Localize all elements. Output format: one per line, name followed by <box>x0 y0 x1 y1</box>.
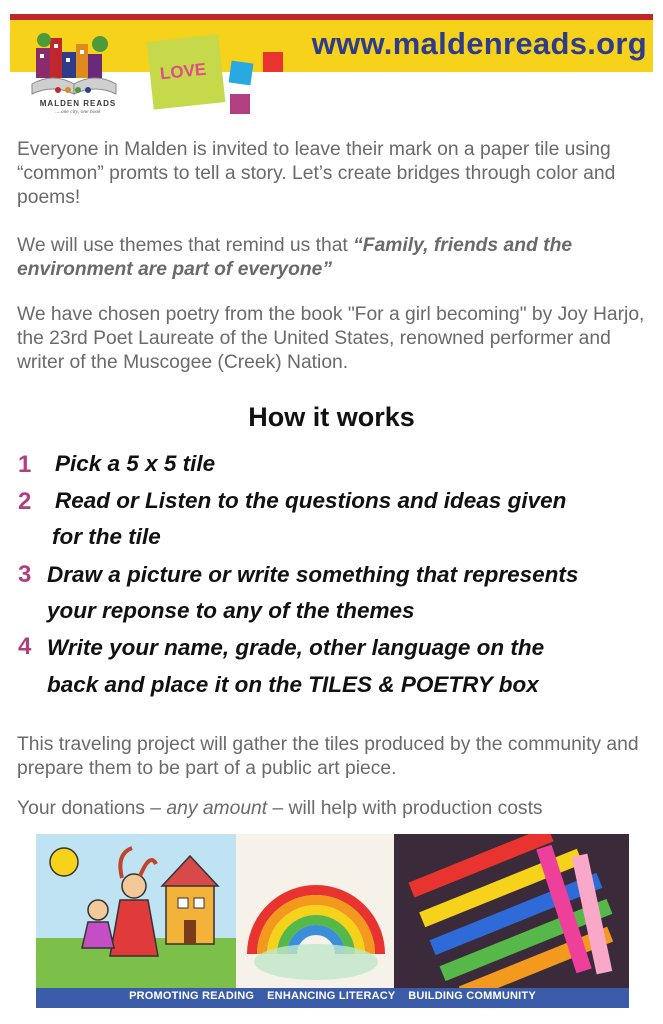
intro-paragraph-1: Everyone in Malden is invited to leave their mark on a paper tile using “common” promts to tell a story. Let’s create bridges through color and poems! <box>17 139 616 208</box>
donations-prefix: Your donations – <box>17 798 167 819</box>
step-3-line-1: Draw a picture or write something that represents <box>47 562 579 587</box>
step-4-number: 4 <box>18 633 32 660</box>
step-2-line-1: Read or Listen to the questions and ideas given <box>55 488 567 513</box>
intro-paragraph-2 <box>17 234 657 282</box>
logo-tagline: ....one city, one book <box>55 109 101 115</box>
themes-quote: “Family, friends and the environment are part of everyone” <box>17 235 573 280</box>
step-4-line-2: back and place it on the TILES & POETRY box <box>47 672 539 697</box>
step-1-number: 1 <box>18 451 32 478</box>
donations-line <box>17 797 657 821</box>
illustration-strip <box>36 834 629 990</box>
donations-suffix: – will help with production costs <box>267 798 543 819</box>
rainbow-painting-image <box>236 834 394 990</box>
donations-emphasis: any amount <box>166 798 268 819</box>
how-it-works-heading: How it works <box>248 402 415 432</box>
love-label: LOVE <box>159 59 208 84</box>
child-drawing-image <box>36 834 236 990</box>
step-1-text: Pick a 5 x 5 tile <box>55 451 216 476</box>
logo-name: MALDEN READS <box>39 99 117 108</box>
step-3-number: 3 <box>18 561 32 588</box>
crayons-image <box>394 834 629 990</box>
step-2-number: 2 <box>18 488 32 515</box>
intro-paragraph-2-text: We will use themes that remind us that <box>17 235 354 256</box>
cyan-square <box>229 61 254 86</box>
step-3-line-2: your reponse to any of the themes <box>47 598 415 623</box>
step-4-line-1: Write your name, grade, other language on the <box>47 635 545 660</box>
magenta-square <box>230 94 250 114</box>
website-link[interactable]: www.maldenreads.org <box>311 26 647 61</box>
red-square <box>263 52 283 72</box>
intro-paragraph-3: We have chosen poetry from the book "For a girl becoming" by Joy Harjo, the 23rd Poet Laureate of the United States, renowned performer and writer of the Muscogee (Creek) Nation. <box>17 304 645 373</box>
footer-banner-text: PROMOTING READING ENHANCING LITERACY BUILDING COMMUNITY <box>129 990 536 1002</box>
step-2-line-2: for the tile <box>52 524 161 549</box>
closing-paragraph-1: This traveling project will gather the tiles produced by the community and prepare them to be part of a public art piece. <box>17 734 639 779</box>
